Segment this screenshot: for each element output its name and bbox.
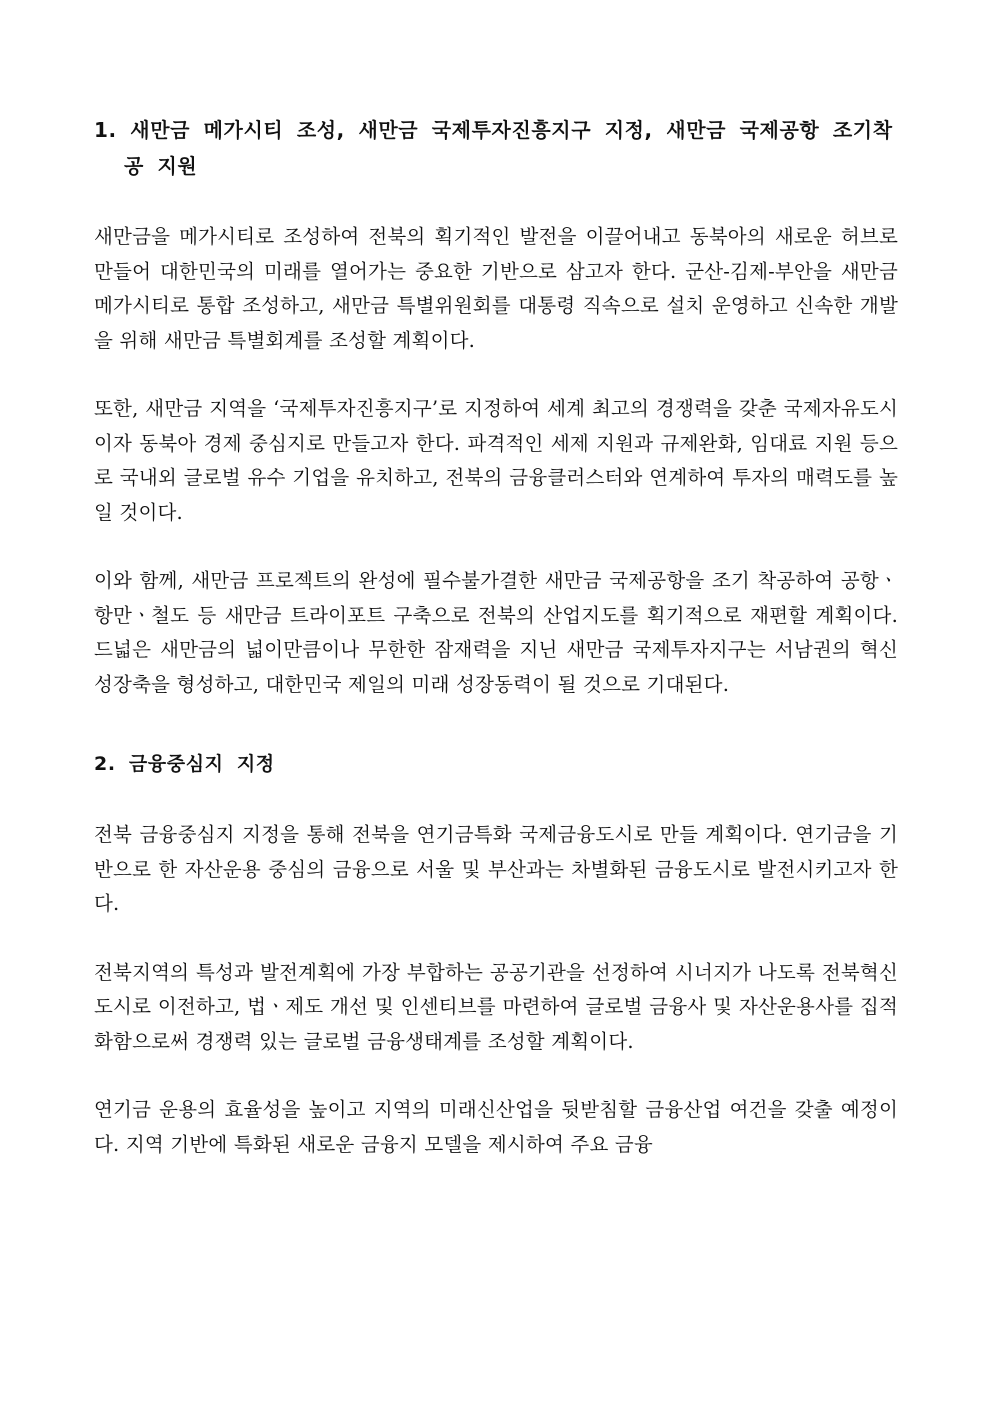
document-page [94,112,898,1162]
section-financial-hub [94,746,898,1162]
paragraph: 이와 함께, 새만금 프로젝트의 완성에 필수불가결한 새만금 국제공항을 조기 착공하여 공항ㆍ항만ㆍ철도 등 새만금 트라이포트 구축으로 전북의 산업지도를 획기적으로 재편할 계획이다. 드넓은 새만금의 넓이만큼이나 무한한 잠재력을 지닌 새만금 국제투자지구는 서남권의 혁신 성장축을 형성하고, 대한민국 제일의 미래 성장동력이 될 것으로 기대된다. [94,569,898,696]
paragraph: 새만금을 메가시티로 조성하여 전북의 획기적인 발전을 이끌어내고 동북아의 새로운 허브로 만들어 대한민국의 미래를 열어가는 중요한 기반으로 삼고자 한다. 군산-김제-부안을 새만금 메가시티로 통합 조성하고, 새만금 특별위원회를 대통령 직속으로 설치 운영하고 신속한 개발을 위해 새만금 특별회계를 조성할 계획이다. [94,225,898,352]
paragraph: 또한, 새만금 지역을 ‘국제투자진흥지구’로 지정하여 세계 최고의 경쟁력을 갖춘 국제자유도시이자 동북아 경제 중심지로 만들고자 한다. 파격적인 세제 지원과 규제완화, 임대료 지원 등으로 국내외 글로벌 유수 기업을 유치하고, 전북의 금융클러스터와 연계하여 투자의 매력도를 높일 것이다. [94,397,898,524]
section-heading: 2. 금융중심지 지정 [94,753,275,775]
section-saemangeum [94,112,898,702]
paragraph: 전북지역의 특성과 발전계획에 가장 부합하는 공공기관을 선정하여 시너지가 나도록 전북혁신도시로 이전하고, 법ㆍ제도 개선 및 인센티브를 마련하여 글로벌 금융사 및 자산운용사를 집적화함으로써 경쟁력 있는 글로벌 금융생태계를 조성할 계획이다. [94,960,898,1053]
paragraph: 연기금 운용의 효율성을 높이고 지역의 미래신산업을 뒷받침할 금융산업 여건을 갖출 예정이다. 지역 기반에 특화된 새로운 금융지 모델을 제시하여 주요 금융 [94,1098,898,1156]
paragraph: 전북 금융중심지 지정을 통해 전북을 연기금특화 국제금융도시로 만들 계획이다. 연기금을 기반으로 한 자산운용 중심의 금융으로 서울 및 부산과는 차별화된 금융도시로 발전시키고자 한다. [94,823,898,915]
section-heading: 1. 새만금 메가시티 조성, 새만금 국제투자진흥지구 지정, 새만금 국제공항 조기착공 지원 [94,118,893,178]
